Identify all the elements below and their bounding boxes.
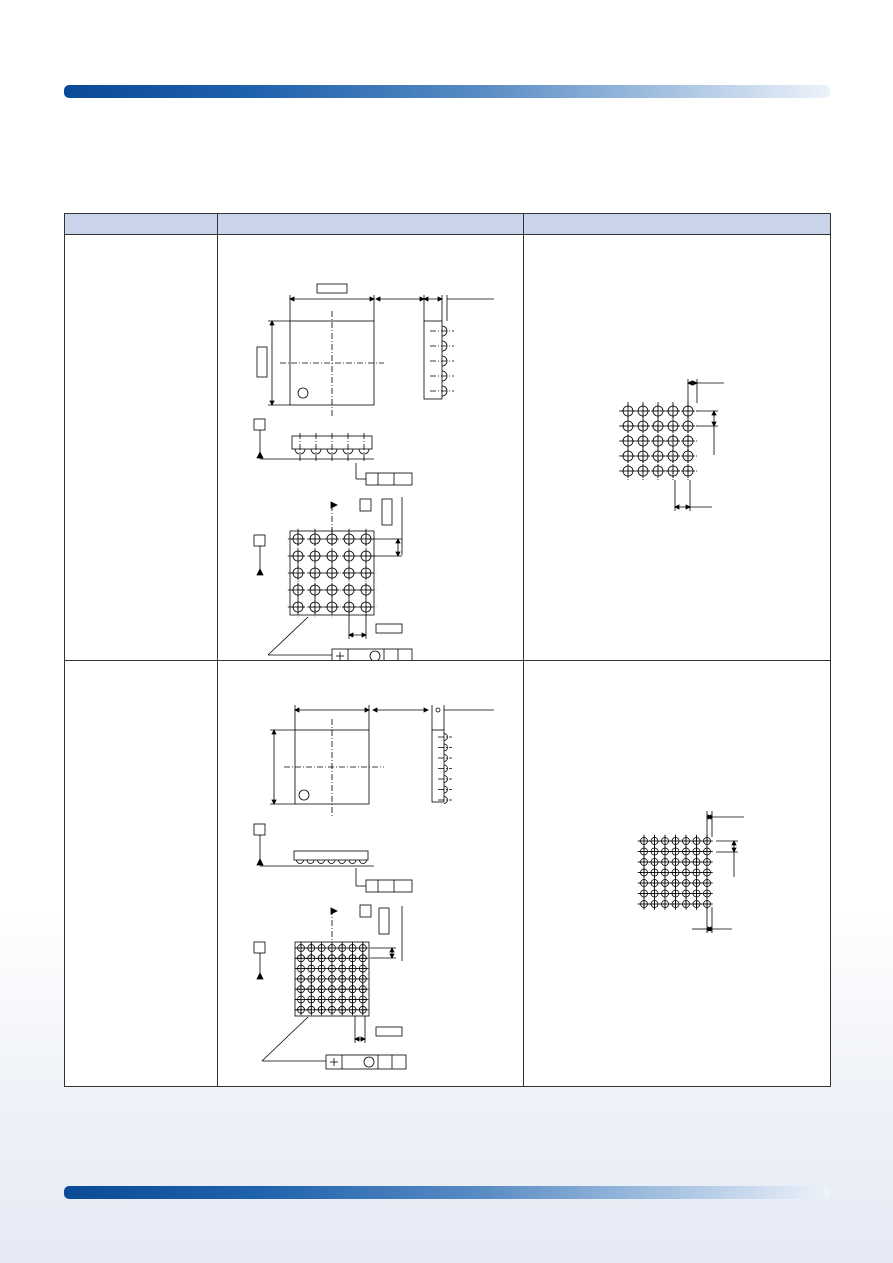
package-name-cell: [65, 235, 218, 661]
arrowhead: [708, 815, 712, 819]
land-pattern-5x5: [524, 235, 830, 660]
pin1-marker: [299, 790, 309, 800]
arrowhead: [732, 848, 736, 852]
arrowhead: [365, 708, 369, 712]
feature-control-frame: [366, 473, 412, 485]
pin1-marker: [298, 388, 308, 398]
datum-triangle: [257, 859, 263, 865]
outline-drawing-cell: [218, 661, 524, 1087]
arrowhead: [361, 1037, 365, 1041]
datum-box: [360, 905, 371, 917]
dimension-box: [376, 624, 402, 633]
land-pattern-cell: [524, 235, 831, 661]
ball-profile: [297, 860, 304, 864]
ball-profile: [360, 860, 367, 864]
dimension-dot: [436, 708, 440, 712]
outline-drawing-7x7: [218, 661, 523, 1086]
ball-profile: [328, 860, 335, 864]
dimension-box: [382, 499, 392, 525]
arrowhead: [693, 381, 697, 385]
datum-triangle: [257, 569, 263, 575]
arrowhead: [675, 505, 679, 509]
datum-box: [254, 535, 265, 546]
arrowhead: [424, 708, 428, 712]
column-header-outline-drawing: [218, 214, 524, 235]
datum-triangle: [257, 452, 263, 458]
arrowhead: [362, 633, 366, 637]
ball-profile: [318, 860, 325, 864]
package-name-cell: [65, 661, 218, 1087]
arrowhead: [712, 411, 716, 415]
outline-drawing-5x5: [218, 235, 523, 660]
dimension-box: [317, 284, 347, 293]
arrowhead: [373, 708, 377, 712]
column-header-package: [65, 214, 218, 235]
arrowhead: [390, 948, 394, 952]
arrowhead: [396, 552, 400, 556]
table-row: [65, 661, 831, 1087]
outline-drawing-cell: [218, 235, 524, 661]
datum-box: [254, 824, 265, 835]
arrowhead: [295, 708, 299, 712]
package-table: [64, 213, 831, 1087]
datum-triangle: [331, 908, 337, 914]
land-pattern-7x7: [524, 661, 830, 1086]
arrowhead: [688, 381, 692, 385]
arrowhead: [376, 297, 380, 301]
arrowhead: [272, 730, 276, 734]
leader-line: [262, 1017, 308, 1061]
footer-band: [64, 1186, 830, 1199]
arrowhead: [349, 633, 353, 637]
package-front-view: [294, 851, 368, 860]
datum-triangle: [331, 502, 337, 508]
tolerance-circle-symbol: [370, 651, 380, 660]
dimension-box: [257, 347, 267, 377]
arrowhead: [732, 841, 736, 845]
feature-control-frame: [332, 649, 412, 660]
table-header-row: [65, 214, 831, 235]
arrowhead: [355, 1037, 359, 1041]
ball-profile: [349, 860, 356, 864]
datum-triangle: [257, 973, 263, 979]
arrowhead: [686, 505, 690, 509]
tolerance-circle-symbol: [364, 1057, 374, 1067]
dimension-box: [379, 908, 389, 934]
arrowhead: [272, 800, 276, 804]
header-band: [64, 85, 830, 98]
arrowhead: [370, 297, 374, 301]
datum-box: [254, 419, 265, 430]
arrowhead: [270, 321, 274, 325]
arrowhead: [438, 297, 442, 301]
land-pattern-cell: [524, 661, 831, 1087]
arrowhead: [708, 927, 712, 931]
package-side-view: [424, 321, 442, 399]
arrowhead: [270, 401, 274, 405]
leader-line: [268, 617, 308, 655]
arrowhead: [420, 297, 424, 301]
column-header-land-pattern: [524, 214, 831, 235]
ball-profile: [339, 860, 346, 864]
arrowhead: [712, 422, 716, 426]
arrowhead: [396, 539, 400, 543]
arrowhead: [390, 954, 394, 958]
feature-control-frame: [366, 880, 412, 892]
datum-box: [254, 942, 265, 953]
arrowhead: [290, 297, 294, 301]
ball-profile: [307, 860, 314, 864]
package-side-view: [432, 730, 444, 802]
table-row: [65, 235, 831, 661]
datum-box: [360, 499, 371, 511]
dimension-box: [376, 1027, 402, 1036]
